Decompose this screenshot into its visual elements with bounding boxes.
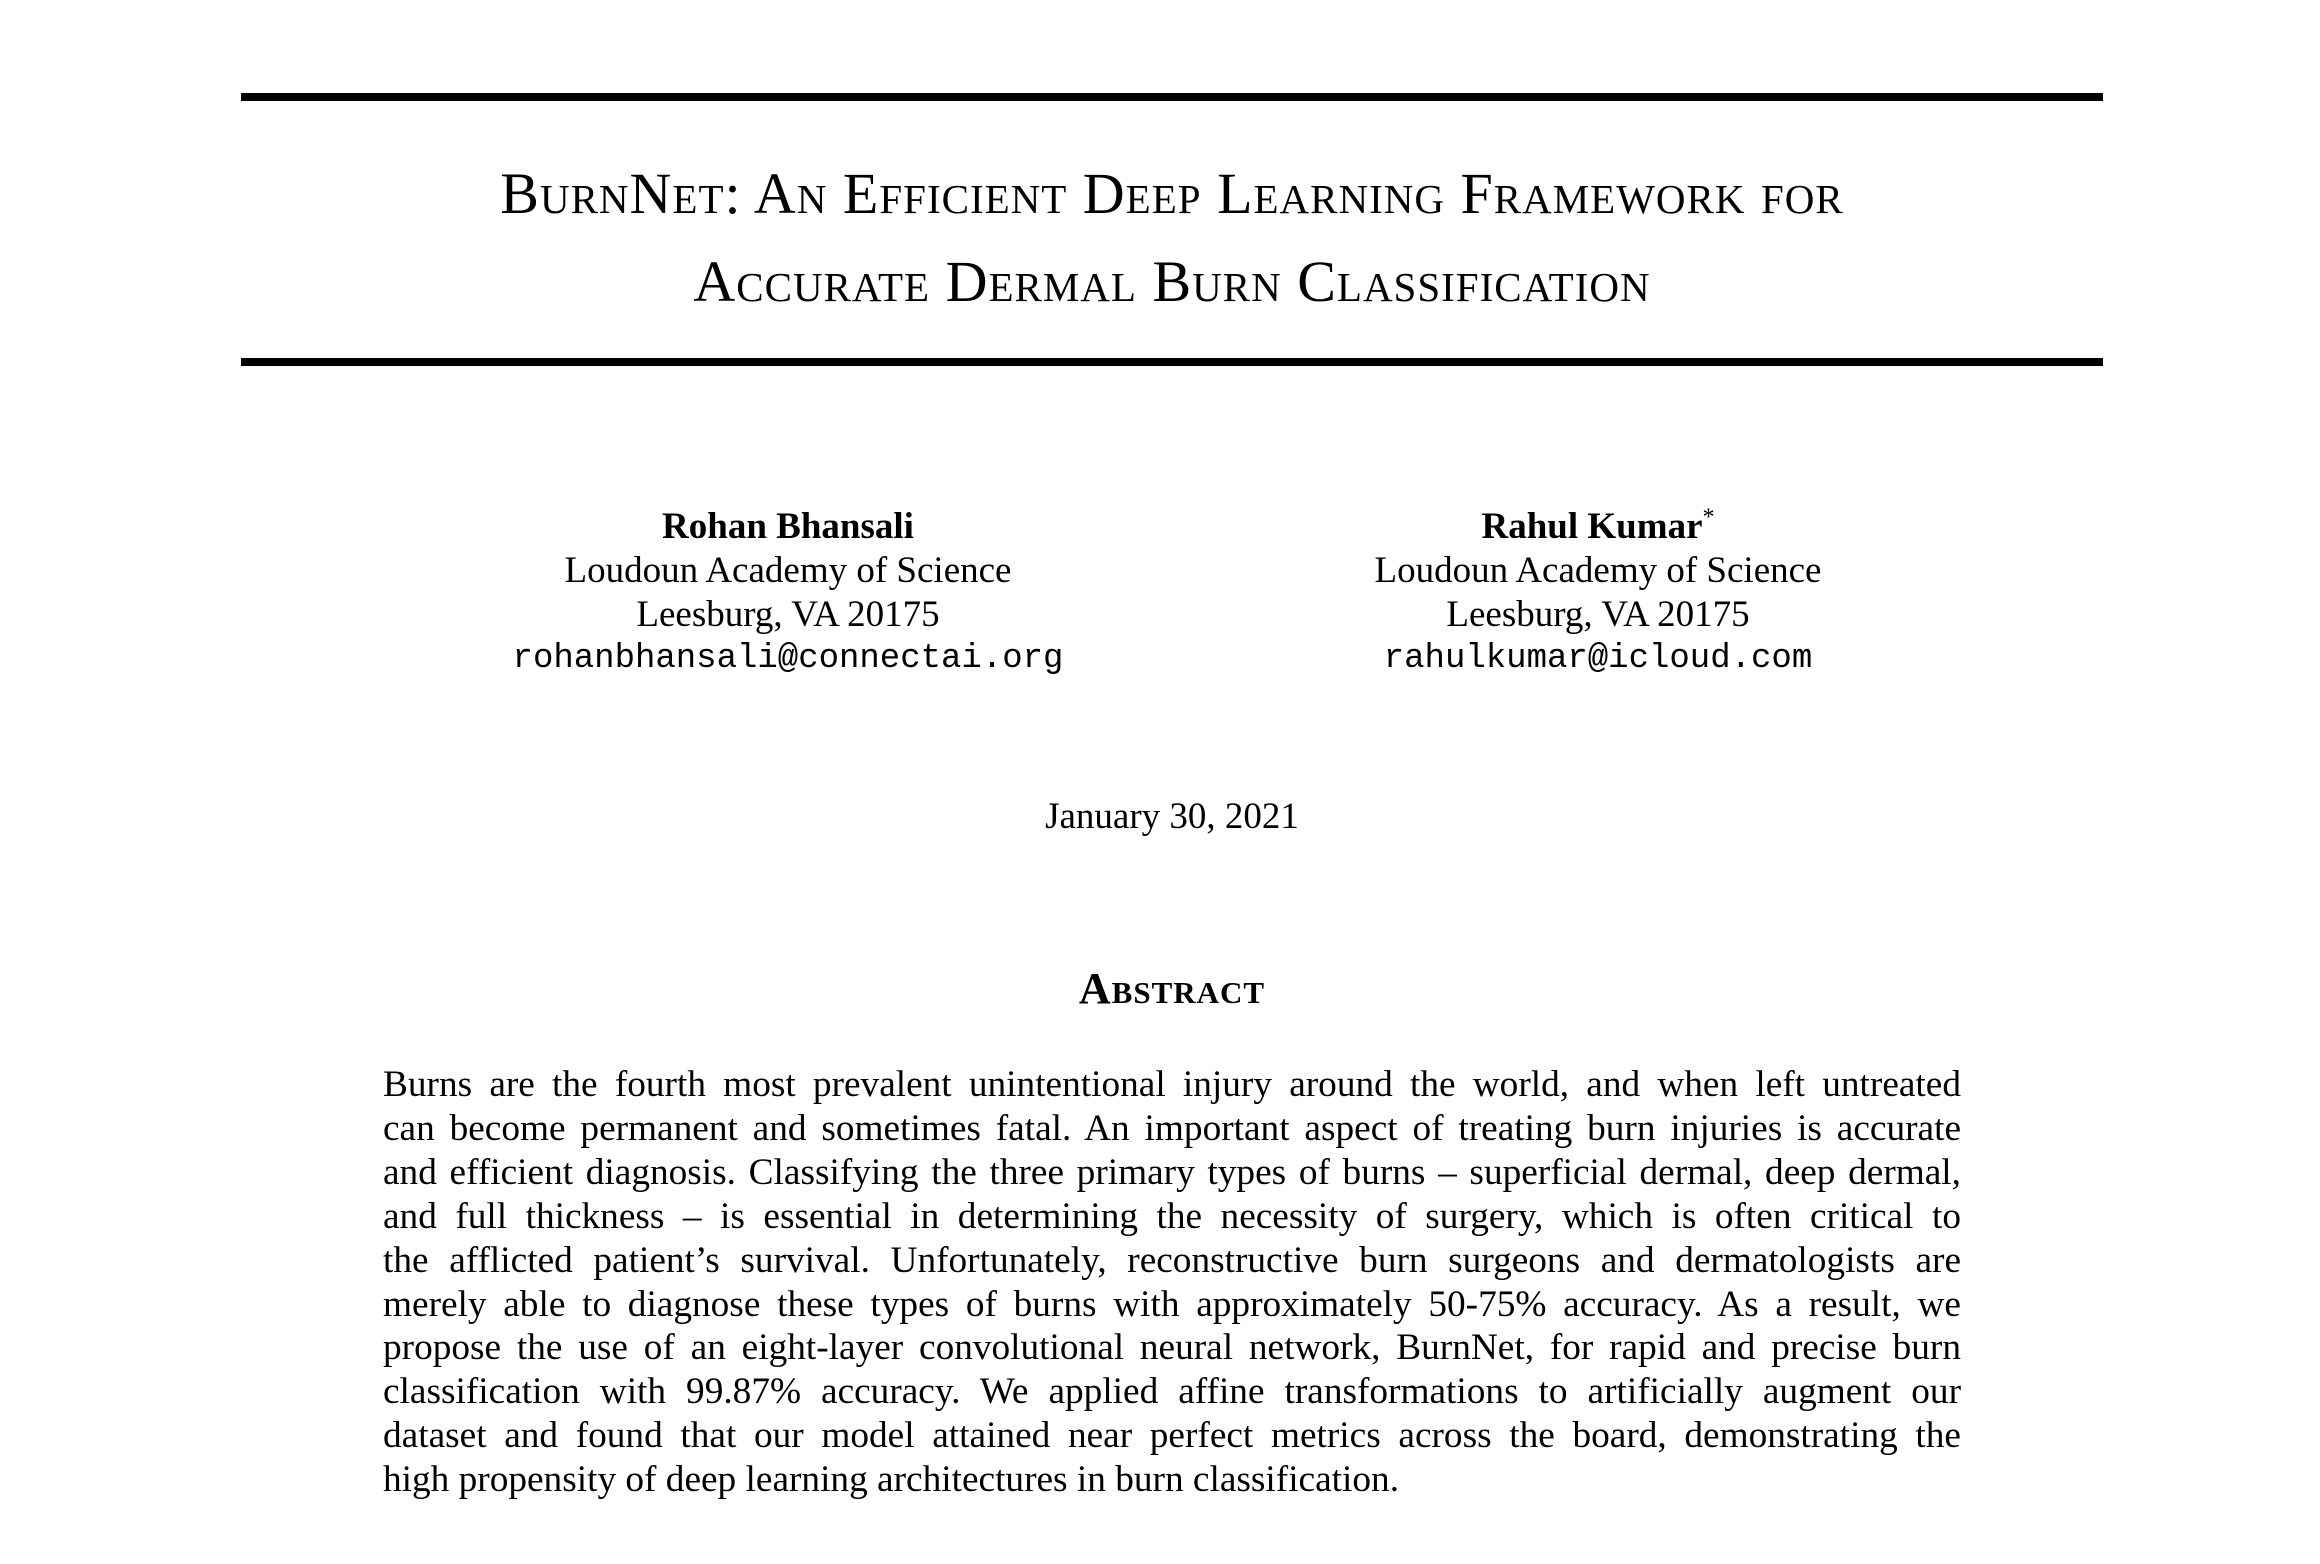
paper-title	[200, 150, 2144, 326]
title-top-rule	[241, 93, 2103, 101]
author-affiliation: Loudoun Academy of Science	[1374, 550, 1822, 591]
abstract-line: and full thickness – is essential in determining the necessity of surgery, which is often critical to	[383, 1195, 1961, 1237]
paper-title-line-1: BurnNet: An Efficient Deep Learning Framework for	[500, 161, 1844, 226]
abstract-line: dataset and found that our model attained near perfect metrics across the board, demonstrating the	[383, 1415, 1961, 1457]
publication-date: January 30, 2021	[1045, 796, 1299, 837]
author-name: Rohan Bhansali	[662, 506, 914, 547]
author-affiliation: Loudoun Academy of Science	[564, 550, 1012, 591]
abstract-line: propose the use of an eight-layer convolutional neural network, BurnNet, for rapid and precise burn	[383, 1327, 1961, 1369]
paper-title-line-2: Accurate Dermal Burn Classification	[693, 249, 1651, 314]
author-email[interactable]: rahulkumar@icloud.com	[1383, 640, 1813, 678]
author-block-1	[428, 505, 1148, 681]
abstract-line: high propensity of deep learning architectures in burn classification.	[383, 1459, 1400, 1501]
abstract-line: the afflicted patient’s survival. Unfortunately, reconstructive burn surgeons and dermatologists are	[383, 1239, 1961, 1281]
author-email[interactable]: rohanbhansali@connectai.org	[512, 640, 1064, 678]
author-name: Rahul Kumar*	[1481, 504, 1715, 547]
abstract-line: classification with 99.87% accuracy. We applied affine transformations to artificially augment our	[383, 1371, 1961, 1413]
abstract-line: merely able to diagnose these types of burns with approximately 50-75% accuracy. As a result, we	[383, 1283, 1961, 1325]
author-location: Leesburg, VA 20175	[636, 594, 940, 635]
abstract-line: Burns are the fourth most prevalent unintentional injury around the world, and when left untreated	[383, 1064, 1961, 1105]
abstract-heading: Abstract	[1078, 964, 1266, 1013]
abstract-body	[383, 1063, 1961, 1502]
corresponding-author-marker: *	[1702, 504, 1715, 531]
abstract-line: and efficient diagnosis. Classifying the three primary types of burns – superficial dermal, deep dermal,	[383, 1151, 1961, 1193]
author-block-2	[1238, 505, 1958, 681]
author-location: Leesburg, VA 20175	[1446, 594, 1750, 635]
abstract-line: can become permanent and sometimes fatal. An important aspect of treating burn injuries is accurate	[383, 1107, 1961, 1149]
title-bottom-rule	[241, 358, 2103, 366]
